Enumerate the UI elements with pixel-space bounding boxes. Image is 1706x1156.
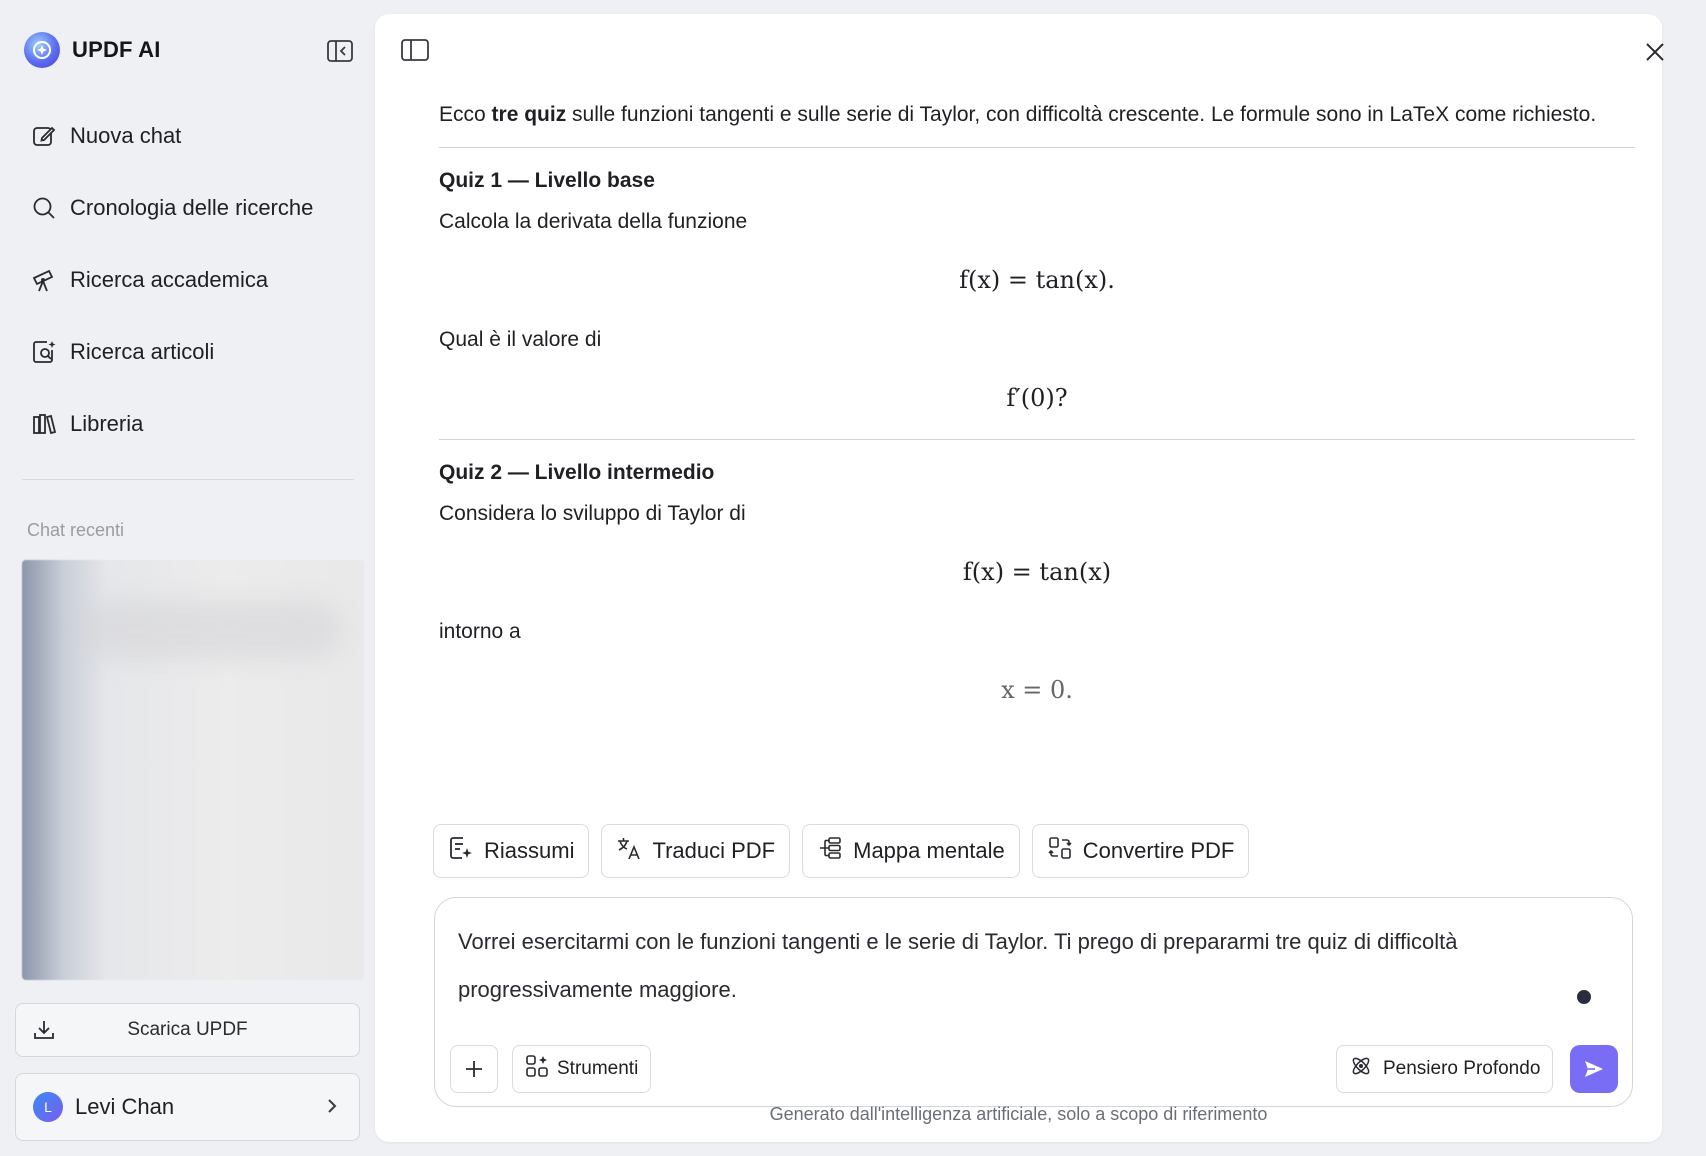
tool-label: Riassumi [484,838,575,863]
add-attachment-button[interactable] [450,1045,498,1093]
tools-button[interactable] [512,1045,651,1093]
user-profile-button[interactable] [15,1073,360,1141]
recent-chats-label: Chat recenti [27,520,125,540]
tool-label: Convertire PDF [1082,838,1235,863]
intro-bold: tre quiz [491,103,567,126]
nav-library[interactable] [22,388,352,460]
intro-paragraph [439,94,1635,135]
deep-thinking-button[interactable] [1336,1045,1553,1093]
nav-label: Cronologia delle ricerche [70,195,314,220]
assistant-message [439,94,1635,711]
library-icon [30,410,58,438]
message-input[interactable]: Vorrei esercitarmi con le funzioni tangenti e le serie di Taylor. Ti prego di prepararmi tre quiz di difficoltà progressivamente maggiore. [458,929,1458,1002]
collapse-sidebar-button[interactable] [326,38,354,64]
quiz-2-formula-2: x = 0. [1001,676,1073,704]
nav-label: Ricerca articoli [70,339,215,364]
download-icon [32,1018,56,1048]
sidebar-divider [22,479,354,480]
nav-article-search[interactable] [22,316,352,388]
download-label: Scarica UPDF [127,1019,248,1040]
divider [439,147,1635,148]
quiz-1-question: Qual è il valore di [439,328,602,351]
recent-chats-list[interactable] [22,560,364,980]
brand[interactable] [24,32,161,68]
nav-label: Nuova chat [70,123,182,148]
quiz-1-text: Calcola la derivata della funzione [439,210,748,233]
send-button[interactable] [1570,1045,1618,1093]
sidebar-collapse-icon [327,40,353,62]
sidebar [0,0,374,1156]
app-name: UPDF AI [72,37,161,62]
send-icon [1583,1058,1605,1080]
nav-label: Ricerca accademica [70,267,269,292]
quiz-2-question: intorno a [439,620,521,643]
quiz-1-title: Quiz 1 — Livello base [439,169,655,192]
close-button[interactable] [1643,40,1667,64]
cursor-indicator [1577,990,1591,1004]
avatar: L [33,1092,63,1122]
convert-pdf-button[interactable] [1032,824,1250,878]
updf-logo-icon [24,32,60,68]
nav-new-chat[interactable] [22,100,352,172]
plus-icon [464,1059,484,1079]
mindmap-icon [817,835,843,867]
divider [439,439,1635,440]
sidebar-nav [22,100,352,460]
quiz-2-formula: f(x) = tan(x) [962,558,1112,586]
document-search-icon [30,338,58,366]
mind-map-button[interactable] [802,824,1020,878]
nav-search-history[interactable] [22,172,352,244]
user-name: Levi Chan [75,1094,175,1119]
translate-pdf-button[interactable] [601,824,790,878]
telescope-icon [30,266,58,294]
quiz-1-formula: f(x) = tan(x). [959,266,1115,294]
quiz-2-text: Considera lo sviluppo di Taylor di [439,502,746,525]
atom-icon [1349,1054,1373,1084]
tools-label: Strumenti [557,1058,639,1079]
convert-icon [1047,835,1073,867]
toggle-panel-button[interactable] [401,38,431,66]
quiz-2-title: Quiz 2 — Livello intermedio [439,461,715,484]
deep-thinking-label: Pensiero Profondo [1383,1058,1541,1079]
intro-text-rest: sulle funzioni tangenti e sulle serie di Taylor, con difficoltà crescente. Le formule sono in LaTeX come richiesto. [566,103,1597,126]
ai-disclaimer: Generato dall'intelligenza artificiale, solo a scopo di riferimento [769,1104,1268,1124]
quiz-1-formula-2: f′(0)? [1006,384,1068,412]
download-updf-button[interactable] [15,1003,360,1057]
translate-icon [616,835,642,867]
tools-grid-icon [525,1054,549,1084]
quick-tools [433,824,1249,878]
edit-icon [30,122,58,150]
message-composer[interactable] [434,897,1633,1107]
chevron-right-icon [325,1096,339,1121]
intro-text: Ecco [439,103,492,126]
tool-label: Mappa mentale [853,838,1005,863]
close-icon [1643,40,1667,64]
tool-label: Traduci PDF [652,838,776,863]
panel-toggle-icon [401,38,429,62]
search-icon [30,194,58,222]
nav-label: Libreria [70,411,144,436]
nav-academic-search[interactable] [22,244,352,316]
summarize-icon [448,835,474,867]
summarize-button[interactable] [433,824,589,878]
chat-panel [375,14,1662,1142]
